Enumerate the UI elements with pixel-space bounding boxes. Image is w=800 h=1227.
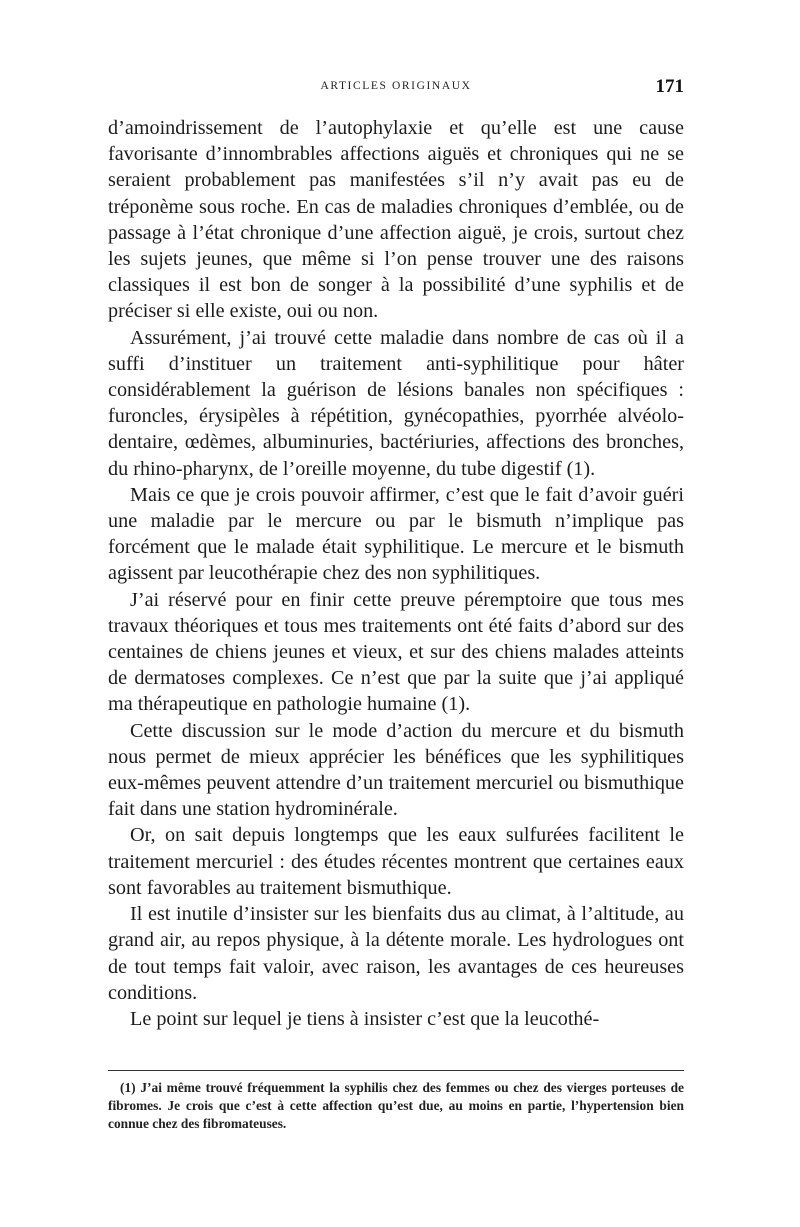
footnotes bbox=[108, 1079, 684, 1133]
paragraph: Cette discussion sur le mode d’action du mercure et du bismuth nous permet de mieux apprécier les bénéfices que les syphilitiques eux-mêmes peuvent attendre d’un traitement mercuriel ou bismuthique fait dans une station hydrominérale. bbox=[108, 719, 684, 821]
running-head bbox=[108, 76, 684, 100]
footnote: (1) J’ai même trouvé fréquemment la syphilis chez des femmes ou chez des vierges porteuses de fibromes. Je crois que c’est à cette affection qu’est due, au moins en partie, l’hypertension bien connue chez des fibromateuses. bbox=[108, 1080, 684, 1131]
paragraph: Or, on sait depuis longtemps que les eaux sulfurées facilitent le traitement mercuriel : des études récentes montrent que certaines eaux sont favorables au traitement bismuthique. bbox=[108, 824, 684, 899]
page-number: 171 bbox=[655, 76, 684, 97]
footnote-rule bbox=[108, 1070, 684, 1071]
paragraph-continued: d’amoindrissement de l’autophylaxie et qu’elle est une cause favorisante d’innombrables affections aiguës et chroniques qui ne se seraient probablement pas manifestées s’il n’y avait pas eu de tréponème sous roche. En cas de maladies chroniques d’emblée, ou de passage à l’état chronique d’une affection aiguë, je crois, surtout chez les sujets jeunes, que même si l’on pense trouver une des raisons classiques il est bon de songer à la possibilité d’une syphilis et de préciser si elle existe, oui ou non. bbox=[108, 117, 684, 323]
paragraph: Il est inutile d’insister sur les bienfaits dus au climat, à l’altitude, au grand air, au repos physique, à la détente morale. Les hydrologues ont de tout temps fait valoir, avec raison, les avantages de ces heureuses conditions. bbox=[108, 903, 684, 1004]
paragraph: Mais ce que je crois pouvoir affirmer, c’est que le fait d’avoir guéri une maladie par le mercure ou par le bismuth n’implique pas forcément que le malade était syphilitique. Le mercure et le bismuth agissent par leucothérapie chez des non syphilitiques. bbox=[108, 483, 684, 585]
paragraph: Le point sur lequel je tiens à insister c’est que la leucothé- bbox=[130, 1007, 600, 1030]
paragraph: Assurément, j’ai trouvé cette maladie dans nombre de cas où il a suffi d’instituer un traitement anti-syphilitique pour hâter considérablement la guérison de lésions banales non spécifiques : furoncles, érysipèles à répétition, gynécopathies, pyorrhée alvéolo-dentaire, œdèmes, albuminuries, bactériuries, affections des bronches, du rhino-pharynx, de l’oreille moyenne, du tube digestif (1). bbox=[108, 326, 684, 480]
body-text bbox=[108, 115, 684, 1032]
paragraph: J’ai réservé pour en finir cette preuve péremptoire que tous mes travaux théoriques et tous mes traitements ont été faits d’abord sur des centaines de chiens jeunes et vieux, et sur des chiens malades atteints de dermatoses complexes. Ce n’est que par la suite que j’ai appliqué ma thérapeutique en pathologie humaine (1). bbox=[108, 588, 684, 716]
running-title: ARTICLES ORIGINAUX bbox=[320, 80, 472, 92]
